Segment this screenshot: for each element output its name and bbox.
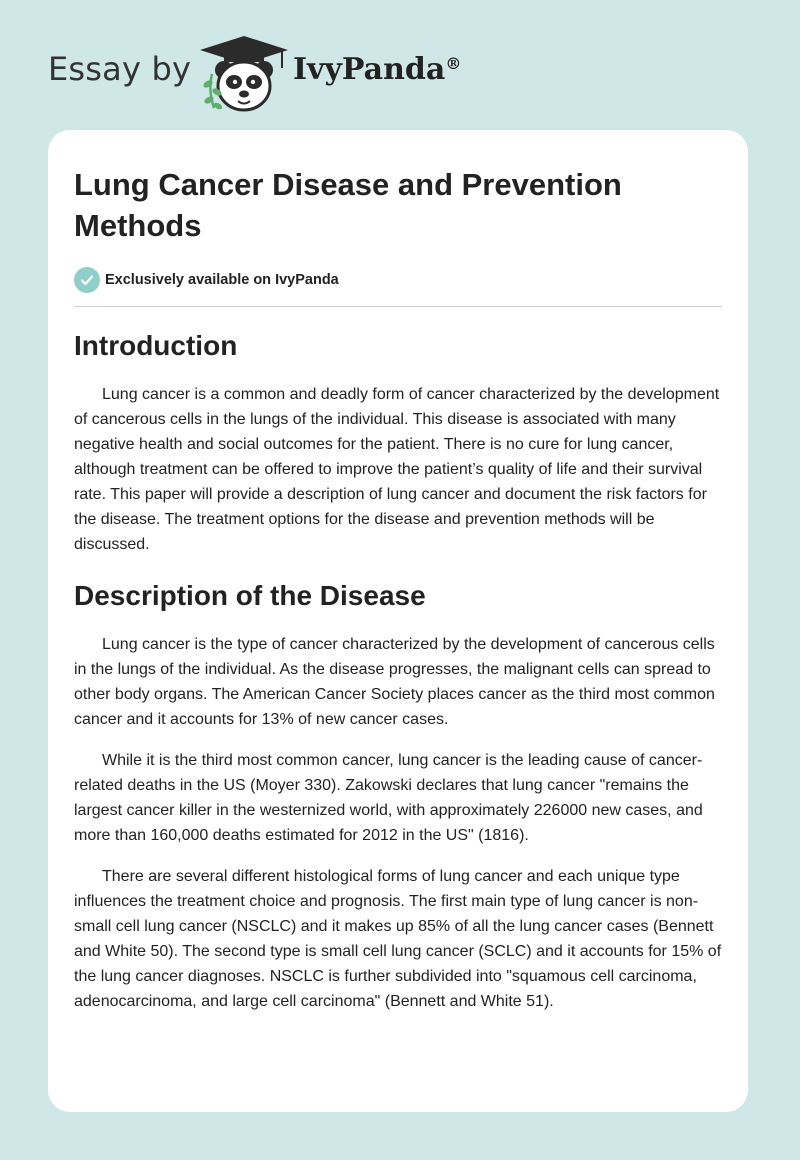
registered-mark: ® bbox=[445, 54, 462, 73]
check-circle-icon bbox=[74, 267, 100, 293]
paragraph: Lung cancer is a common and deadly form of cancer characterized by the development of cancerous cells in the lungs of the individual. This disease is associated with many negative health and social outcomes for the patient. There is no cure for lung cancer, although treatment can be offered to improve the patient’s quality of life and their survival rate. This paper will provide a description of lung cancer and document the risk factors for the disease. The treatment options for the disease and prevention methods will be discussed. bbox=[74, 386, 720, 553]
essay-by-label: Essay by bbox=[48, 50, 192, 88]
section-heading-description: Description of the Disease bbox=[74, 580, 426, 611]
paragraph: Lung cancer is the type of cancer characterized by the development of cancerous cells in the lungs of the individual. As the disease progresses, the malignant cells can spread to other body organs. The American Cancer Society places cancer as the third most common cancer and it accounts for 13% of new cancer cases. bbox=[74, 636, 715, 728]
exclusive-badge bbox=[74, 266, 722, 294]
section-heading-introduction: Introduction bbox=[74, 330, 238, 361]
brand-name[interactable]: IvyPanda® bbox=[293, 52, 462, 87]
paragraph: While it is the third most common cancer, lung cancer is the leading cause of cancer-related deaths in the US (Moyer 330). Zakowski declares that lung cancer "remains the largest cancer killer in the westernized world, with approximately 226000 new cases, and more than 160,000 deaths estimated for 2012 in the US" (1816). bbox=[74, 752, 703, 844]
site-header bbox=[48, 30, 548, 120]
paragraph: There are several different histological forms of lung cancer and each unique type influences the treatment choice and prognosis. The first main type of lung cancer is non-small cell lung cancer (NSCLC) and it makes up 85% of all the lung cancer cases (Bennett and White 50). The second type is small cell lung cancer (SCLC) and it accounts for 15% of the lung cancer diagnoses. NSCLC is further subdivided into "squamous cell carcinoma, adenocarcinoma, and large cell carcinoma" (Bennett and White 51). bbox=[74, 868, 722, 1010]
divider bbox=[74, 306, 722, 307]
article-title: Lung Cancer Disease and Prevention Methods bbox=[74, 167, 622, 243]
panda-graduate-logo-icon bbox=[198, 34, 290, 114]
exclusive-badge-label: Exclusively available on IvyPanda bbox=[105, 272, 339, 288]
article-card bbox=[48, 130, 748, 1112]
